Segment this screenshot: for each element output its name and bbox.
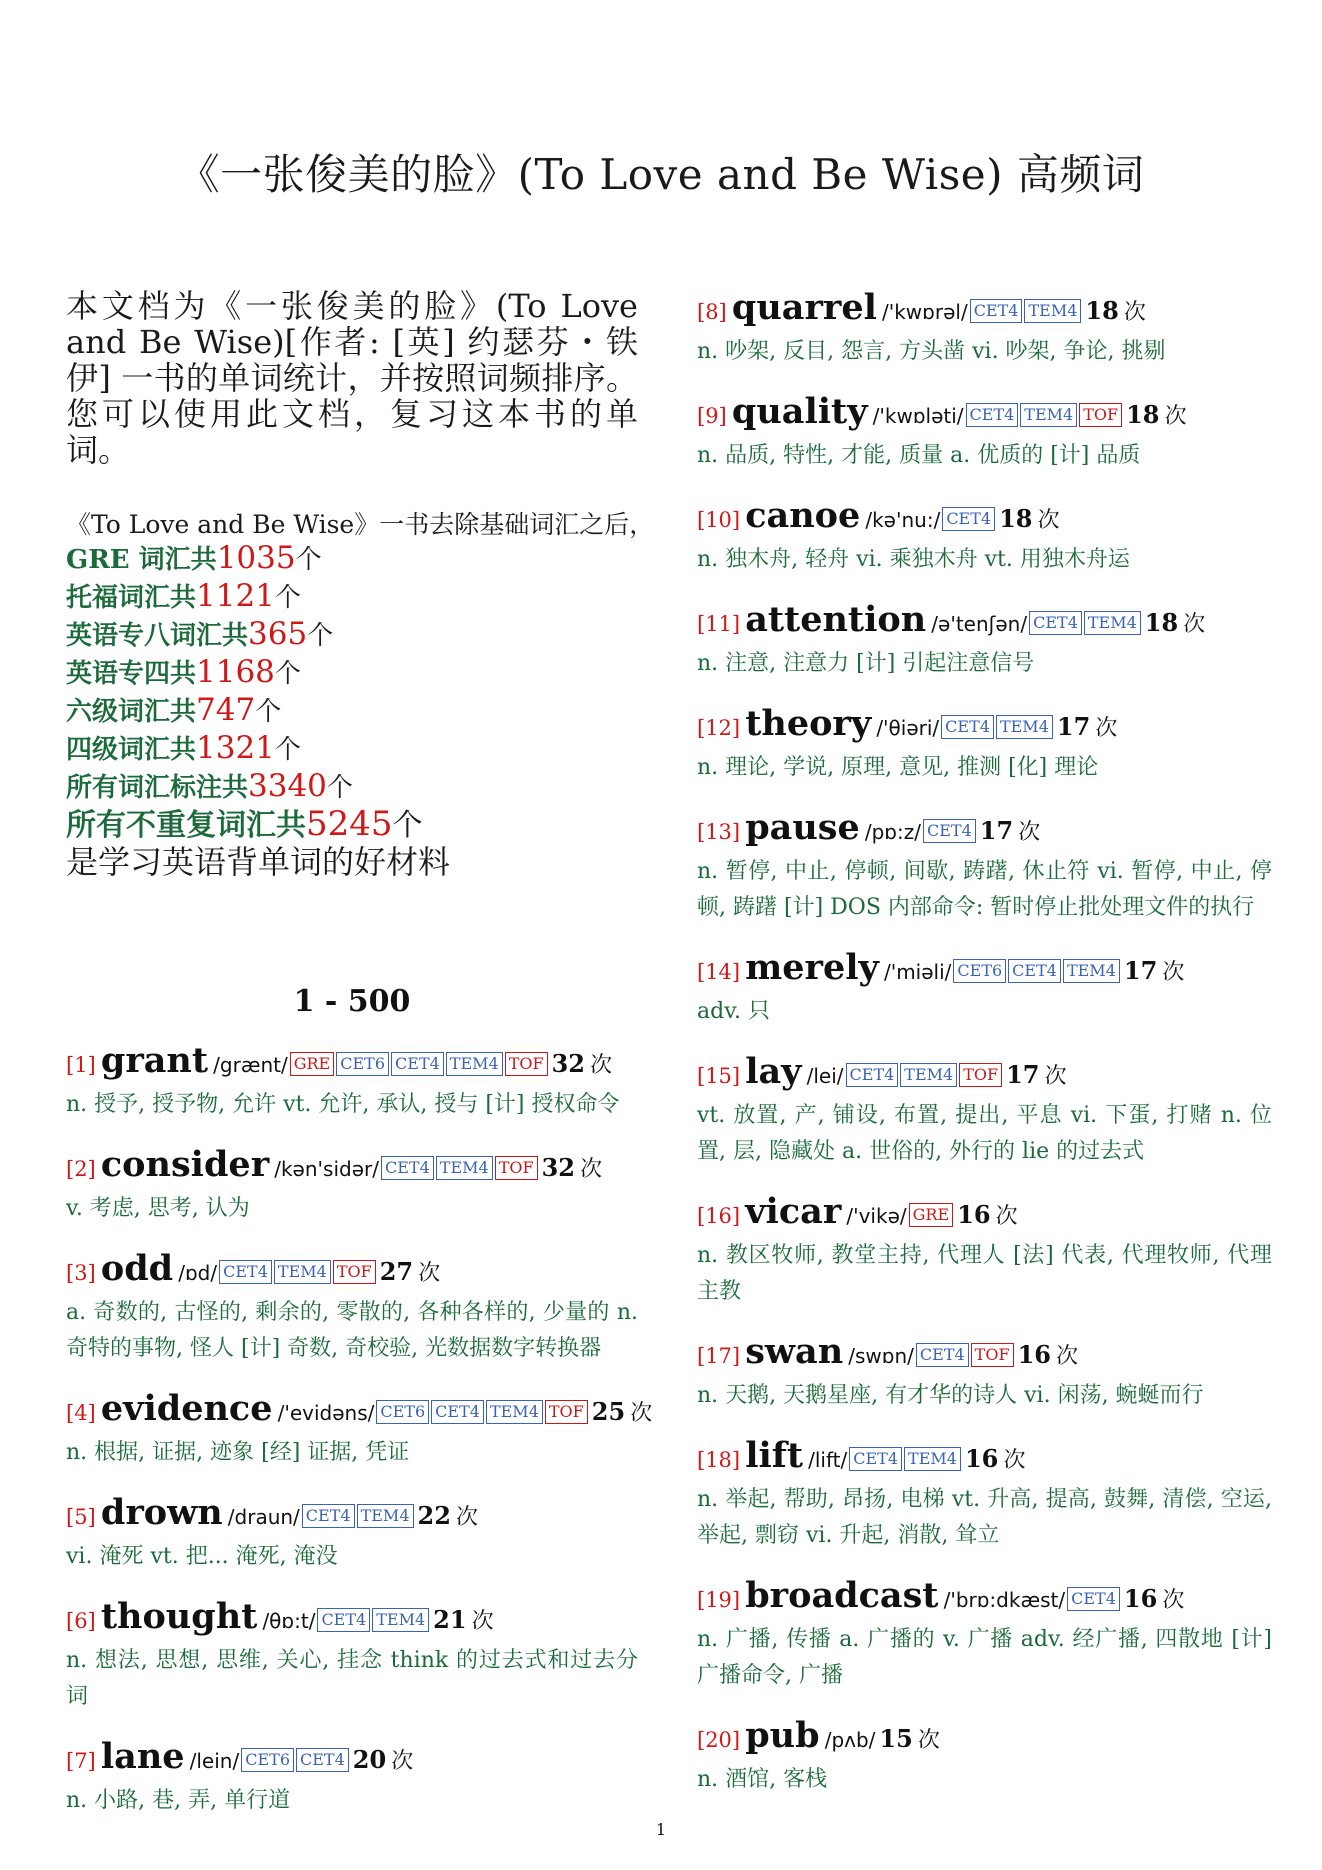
- count-suffix: 次: [995, 1204, 1018, 1229]
- tag-badge: TOF: [545, 1400, 588, 1424]
- entry-ipa: /draun/: [227, 1505, 300, 1529]
- word-entry: [66, 1249, 638, 1367]
- entry-head: [66, 1597, 638, 1643]
- word-entry: [66, 1737, 638, 1819]
- entry-head: [697, 392, 1272, 438]
- page-number: 1: [655, 1820, 667, 1839]
- tag-badge: TOF: [971, 1343, 1014, 1367]
- tag-badge: TEM4: [1020, 403, 1077, 427]
- tag-badge: TEM4: [274, 1260, 331, 1284]
- entry-index: [16]: [697, 1204, 741, 1228]
- entry-index: [5]: [66, 1505, 96, 1529]
- entry-definition: n. 根据, 证据, 迹象 [经] 证据, 凭证: [66, 1440, 410, 1465]
- tag-badge: TEM4: [372, 1608, 429, 1632]
- tag-badge: TEM4: [486, 1400, 543, 1424]
- entry-index: [3]: [66, 1261, 96, 1285]
- count-suffix: 次: [580, 1157, 603, 1182]
- stat-number: 747: [196, 692, 256, 728]
- tag-badge: CET4: [941, 715, 994, 739]
- entry-count: 21: [433, 1605, 467, 1634]
- entry-word: pub: [745, 1715, 820, 1756]
- word-entry: [697, 704, 1272, 786]
- stat-unit: 个: [274, 583, 301, 613]
- entry-index: [8]: [697, 300, 727, 324]
- entry-word: grant: [100, 1040, 209, 1081]
- stat-line: [66, 616, 638, 654]
- entry-count: 32: [541, 1153, 575, 1182]
- tag-badge: CET6: [336, 1052, 389, 1076]
- entry-definition: n. 广播, 传播 a. 广播的 v. 广播 adv. 经广播, 四散地 [计] 广播命令, 广播: [697, 1627, 1272, 1688]
- entry-definition: n. 品质, 特性, 才能, 质量 a. 优质的 [计] 品质: [697, 443, 1141, 468]
- tag-badge: TEM4: [1024, 299, 1081, 323]
- entry-head: [697, 1716, 1272, 1762]
- entry-index: [18]: [697, 1448, 741, 1472]
- tag-badge: TEM4: [446, 1052, 503, 1076]
- entry-head: [66, 1041, 638, 1087]
- entry-index: [12]: [697, 716, 741, 740]
- word-entry: [697, 288, 1272, 370]
- entry-count: 16: [957, 1200, 991, 1229]
- stat-number: 365: [248, 616, 308, 652]
- entry-ipa: /'kwɒləti/: [872, 404, 964, 428]
- entry-ipa: /lift/: [808, 1448, 848, 1472]
- stat-line: [66, 768, 638, 806]
- word-entry: [697, 600, 1272, 682]
- word-entry: [697, 808, 1272, 926]
- entry-index: [9]: [697, 404, 727, 428]
- stat-label: 所有不重复词汇共: [66, 808, 306, 843]
- intro-paragraph: 本文档为《一张俊美的脸》(To Love and Be Wise)[作者: [英] 约瑟芬・铁伊] 一书的单词统计，并按照词频排序。您可以使用此文档，复习这本书的单词。: [66, 287, 638, 469]
- entry-head: [697, 1192, 1272, 1238]
- tag-badge: TOF: [1079, 403, 1122, 427]
- entry-ipa: /'vikə/: [846, 1204, 907, 1228]
- tag-badge: CET4: [1029, 611, 1082, 635]
- entry-definition: n. 酒馆, 客栈: [697, 1767, 828, 1792]
- entries-right: [697, 288, 1272, 1798]
- entry-head: [66, 1145, 638, 1191]
- count-suffix: 次: [1018, 820, 1041, 845]
- entry-head: [697, 948, 1272, 994]
- entry-ipa: /kən'sidər/: [274, 1157, 379, 1181]
- word-entry: [66, 1388, 653, 1471]
- entry-index: [4]: [66, 1401, 96, 1425]
- stat-line: [66, 692, 638, 730]
- tag-badge: TEM4: [436, 1156, 493, 1180]
- entry-count: 17: [1123, 956, 1158, 985]
- tag-badge: CET4: [1008, 959, 1061, 983]
- tag-badge: CET4: [966, 403, 1019, 427]
- stat-unit: 个: [255, 697, 282, 727]
- tag-badge: TEM4: [904, 1447, 961, 1471]
- word-entry: [66, 1041, 638, 1123]
- entry-definition: n. 小路, 巷, 弄, 单行道: [66, 1788, 291, 1813]
- stat-line: [66, 806, 638, 844]
- entry-head: [697, 496, 1272, 542]
- entry-ipa: /kə'nu:/: [865, 508, 941, 532]
- entry-word: broadcast: [745, 1575, 939, 1616]
- entry-index: [13]: [697, 820, 741, 844]
- stat-label: 所有词汇标注共: [66, 773, 249, 803]
- stats-tail: 是学习英语背单词的好材料: [66, 843, 451, 881]
- entry-word: evidence: [100, 1388, 273, 1429]
- word-entry: [697, 496, 1272, 578]
- tag-badge: CET4: [942, 507, 995, 531]
- entry-ipa: /lein/: [189, 1749, 240, 1773]
- entry-head: [66, 1388, 653, 1435]
- count-suffix: 次: [917, 1728, 940, 1753]
- entry-word: consider: [100, 1144, 270, 1185]
- tag-badge: CET4: [431, 1400, 484, 1424]
- stat-unit: 个: [307, 621, 334, 651]
- entry-word: theory: [745, 703, 872, 744]
- range-heading: 1 - 500: [293, 984, 411, 1019]
- tag-badge: TOF: [505, 1052, 548, 1076]
- stat-unit: 个: [326, 773, 353, 803]
- stat-unit: 个: [274, 659, 301, 689]
- tag-badge: TEM4: [996, 715, 1053, 739]
- entry-ipa: /pʌb/: [824, 1728, 876, 1752]
- word-entry: [697, 1576, 1272, 1694]
- stat-label: 英语专八词汇共: [66, 621, 249, 651]
- tag-badge: TOF: [495, 1156, 538, 1180]
- entry-definition: n. 授予, 授予物, 允许 vt. 允许, 承认, 授与 [计] 授权命令: [66, 1092, 620, 1117]
- stat-unit: 个: [295, 545, 322, 575]
- entry-definition: adv. 只: [697, 999, 771, 1024]
- entry-definition: n. 教区牧师, 教堂主持, 代理人 [法] 代表, 代理牧师, 代理主教: [697, 1243, 1272, 1304]
- entry-count: 22: [417, 1501, 451, 1530]
- entry-definition: vt. 放置, 产, 铺设, 布置, 提出, 平息 vi. 下蛋, 打赌 n. 位置, 层, 隐藏处 a. 世俗的, 外行的 lie 的过去式: [697, 1103, 1272, 1164]
- word-entry: [697, 1436, 1272, 1554]
- entry-word: vicar: [745, 1191, 842, 1232]
- tag-badge: TOF: [333, 1260, 376, 1284]
- entry-count: 18: [1085, 296, 1119, 325]
- right-column: [697, 288, 1272, 1820]
- entry-count: 16: [964, 1444, 999, 1473]
- count-suffix: 次: [1056, 1344, 1079, 1369]
- entry-index: [1]: [66, 1053, 96, 1077]
- left-column: [66, 287, 655, 1841]
- entry-count: 16: [1017, 1340, 1051, 1369]
- entry-ipa: /ə'tenʃən/: [931, 612, 1028, 636]
- entry-head: [697, 1052, 1272, 1098]
- tag-badge: TOF: [959, 1063, 1002, 1087]
- entry-index: [19]: [697, 1588, 741, 1612]
- entry-index: [14]: [697, 960, 741, 984]
- entry-ipa: /'kwɒrəl/: [881, 300, 968, 324]
- page-title: 《一张俊美的脸》(To Love and Be Wise) 高频词: [177, 150, 1145, 199]
- tag-badge: CET4: [391, 1052, 444, 1076]
- entry-word: quality: [731, 391, 868, 432]
- tag-badge: GRE: [909, 1203, 954, 1227]
- stat-number: 1121: [196, 578, 275, 614]
- entry-index: [2]: [66, 1157, 96, 1181]
- count-suffix: 次: [630, 1401, 653, 1426]
- stat-unit: 个: [274, 735, 301, 765]
- entry-word: merely: [745, 947, 879, 988]
- tag-badge: CET4: [923, 819, 976, 843]
- tag-badge: CET6: [241, 1748, 294, 1772]
- entry-definition: n. 暂停, 中止, 停顿, 间歇, 踌躇, 休止符 vi. 暂停, 中止, 停顿, 踌躇 [计] DOS 内部命令: 暂时停止批处理文件的执行: [697, 859, 1272, 920]
- tag-badge: GRE: [290, 1052, 335, 1076]
- stats-block: [66, 510, 655, 881]
- entry-count: 17: [979, 816, 1014, 845]
- count-suffix: 次: [391, 1749, 414, 1774]
- count-suffix: 次: [1044, 1064, 1067, 1089]
- tag-badge: CET4: [381, 1156, 434, 1180]
- stat-number: 3340: [248, 768, 327, 804]
- entry-count: 20: [352, 1745, 387, 1774]
- stat-unit: 个: [392, 808, 423, 843]
- word-entry: [697, 1716, 1272, 1798]
- entry-ipa: /'miəli/: [883, 960, 952, 984]
- word-entry: [66, 1145, 638, 1227]
- stat-line: [66, 730, 638, 768]
- stat-label: GRE 词汇共: [66, 545, 217, 575]
- stat-label: 托福词汇共: [66, 583, 197, 613]
- entry-word: lay: [745, 1051, 802, 1092]
- count-suffix: 次: [418, 1261, 441, 1286]
- tag-badge: TEM4: [1063, 959, 1120, 983]
- word-entry: [697, 1332, 1272, 1414]
- count-suffix: 次: [471, 1609, 494, 1634]
- entry-definition: vi. 淹死 vt. 把... 淹死, 淹没: [66, 1544, 338, 1569]
- entry-count: 17: [1006, 1060, 1040, 1089]
- entry-count: 18: [1144, 608, 1179, 637]
- entry-ipa: /ɒd/: [178, 1261, 218, 1285]
- entry-word: lane: [100, 1736, 185, 1777]
- tag-badge: CET4: [846, 1063, 899, 1087]
- entry-head: [66, 1493, 638, 1539]
- entry-head: [697, 600, 1272, 646]
- entry-head: [697, 808, 1272, 854]
- tag-badge: CET4: [916, 1343, 969, 1367]
- count-suffix: 次: [1095, 716, 1118, 741]
- entry-word: lift: [745, 1435, 804, 1476]
- stat-number: 1168: [196, 654, 275, 690]
- entry-count: 15: [879, 1724, 913, 1753]
- entry-count: 18: [999, 504, 1033, 533]
- count-suffix: 次: [1164, 404, 1187, 429]
- tag-badge: CET4: [849, 1447, 902, 1471]
- stat-line: [66, 654, 638, 692]
- entry-head: [697, 1576, 1272, 1622]
- entry-ipa: /lei/: [806, 1064, 844, 1088]
- entry-word: drown: [100, 1492, 223, 1533]
- entry-definition: n. 想法, 思想, 思维, 关心, 挂念 think 的过去式和过去分词: [66, 1648, 638, 1709]
- word-entry: [66, 1493, 638, 1575]
- tag-badge: CET4: [970, 299, 1023, 323]
- stat-line: [66, 540, 638, 578]
- entry-count: 17: [1056, 712, 1091, 741]
- word-entry: [697, 392, 1272, 474]
- entry-word: quarrel: [731, 287, 877, 328]
- stat-number: 1321: [196, 730, 275, 766]
- tag-badge: CET6: [953, 959, 1006, 983]
- stat-label: 英语专四共: [66, 659, 197, 689]
- entry-head: [697, 288, 1272, 334]
- entry-definition: n. 理论, 学说, 原理, 意见, 推测 [化] 理论: [697, 755, 1099, 780]
- stat-label: 六级词汇共: [66, 697, 197, 727]
- word-entry: [697, 948, 1272, 1030]
- entry-count: 32: [551, 1049, 586, 1078]
- entry-word: odd: [100, 1248, 174, 1289]
- count-suffix: 次: [1162, 960, 1185, 985]
- tag-badge: CET4: [302, 1504, 355, 1528]
- entry-word: swan: [745, 1331, 844, 1372]
- entries-left: [66, 1040, 653, 1819]
- stat-number: 1035: [216, 540, 296, 576]
- entry-definition: n. 独木舟, 轻舟 vi. 乘独木舟 vt. 用独木舟运: [697, 547, 1130, 572]
- entry-definition: n. 举起, 帮助, 昂扬, 电梯 vt. 升高, 提高, 鼓舞, 清偿, 空运, 举起, 剽窃 vi. 升起, 消散, 耸立: [697, 1487, 1272, 1548]
- entry-count: 27: [379, 1257, 414, 1286]
- entry-definition: v. 考虑, 思考, 认为: [66, 1196, 250, 1221]
- entry-ipa: /grænt/: [213, 1053, 288, 1077]
- entry-ipa: /swɒn/: [848, 1344, 914, 1368]
- entry-head: [66, 1249, 638, 1295]
- tag-badge: CET4: [317, 1608, 370, 1632]
- stats-lead: 《To Love and Be Wise》一书去除基础词汇之后，: [66, 510, 655, 539]
- entry-head: [66, 1737, 638, 1783]
- tag-badge: CET6: [376, 1400, 429, 1424]
- count-suffix: 次: [1037, 508, 1060, 533]
- tag-badge: TEM4: [900, 1063, 957, 1087]
- entry-index: [17]: [697, 1344, 741, 1368]
- entry-ipa: /pɒ:z/: [864, 820, 921, 844]
- entry-definition: n. 吵架, 反目, 怨言, 方头凿 vi. 吵架, 争论, 挑剔: [697, 339, 1166, 364]
- word-entry: [697, 1192, 1272, 1310]
- tag-badge: TEM4: [1084, 611, 1141, 635]
- stat-line: [66, 578, 638, 616]
- count-suffix: 次: [1123, 300, 1146, 325]
- tag-badge: TEM4: [357, 1504, 414, 1528]
- entry-index: [6]: [66, 1609, 96, 1633]
- entry-ipa: /'brɒ:dkæst/: [943, 1588, 1066, 1612]
- entry-index: [20]: [697, 1728, 741, 1752]
- word-entry: [697, 1052, 1272, 1170]
- count-suffix: 次: [1003, 1448, 1026, 1473]
- entry-word: thought: [100, 1596, 258, 1637]
- word-entry: [66, 1597, 638, 1715]
- tag-badge: CET4: [1067, 1587, 1120, 1611]
- entry-head: [697, 1332, 1272, 1378]
- count-suffix: 次: [590, 1053, 613, 1078]
- entry-definition: n. 天鹅, 天鹅星座, 有才华的诗人 vi. 闲荡, 蜿蜒而行: [697, 1383, 1204, 1408]
- entry-index: [7]: [66, 1749, 96, 1773]
- entry-definition: a. 奇数的, 古怪的, 剩余的, 零散的, 各种各样的, 少量的 n. 奇特的事物, 怪人 [计] 奇数, 奇校验, 光数据数字转换器: [66, 1300, 638, 1361]
- count-suffix: 次: [1162, 1588, 1185, 1613]
- entry-index: [10]: [697, 508, 741, 532]
- entry-word: canoe: [745, 495, 861, 536]
- entry-count: 25: [591, 1397, 626, 1426]
- entry-ipa: /'θiəri/: [876, 716, 940, 740]
- entry-word: pause: [745, 807, 860, 848]
- entry-index: [15]: [697, 1064, 741, 1088]
- entry-head: [697, 1436, 1272, 1482]
- entry-count: 16: [1123, 1584, 1158, 1613]
- entry-head: [697, 704, 1272, 750]
- entry-index: [11]: [697, 612, 741, 636]
- tag-badge: CET4: [296, 1748, 349, 1772]
- count-suffix: 次: [1183, 612, 1206, 637]
- tag-badge: CET4: [219, 1260, 272, 1284]
- entry-ipa: /'evidəns/: [277, 1401, 375, 1425]
- entry-definition: n. 注意, 注意力 [计] 引起注意信号: [697, 651, 1035, 676]
- entry-count: 18: [1126, 400, 1160, 429]
- count-suffix: 次: [456, 1505, 479, 1530]
- stat-label: 四级词汇共: [66, 735, 197, 765]
- entry-word: attention: [745, 599, 927, 640]
- stat-number: 5245: [306, 804, 393, 844]
- entry-ipa: /θɒ:t/: [262, 1609, 316, 1633]
